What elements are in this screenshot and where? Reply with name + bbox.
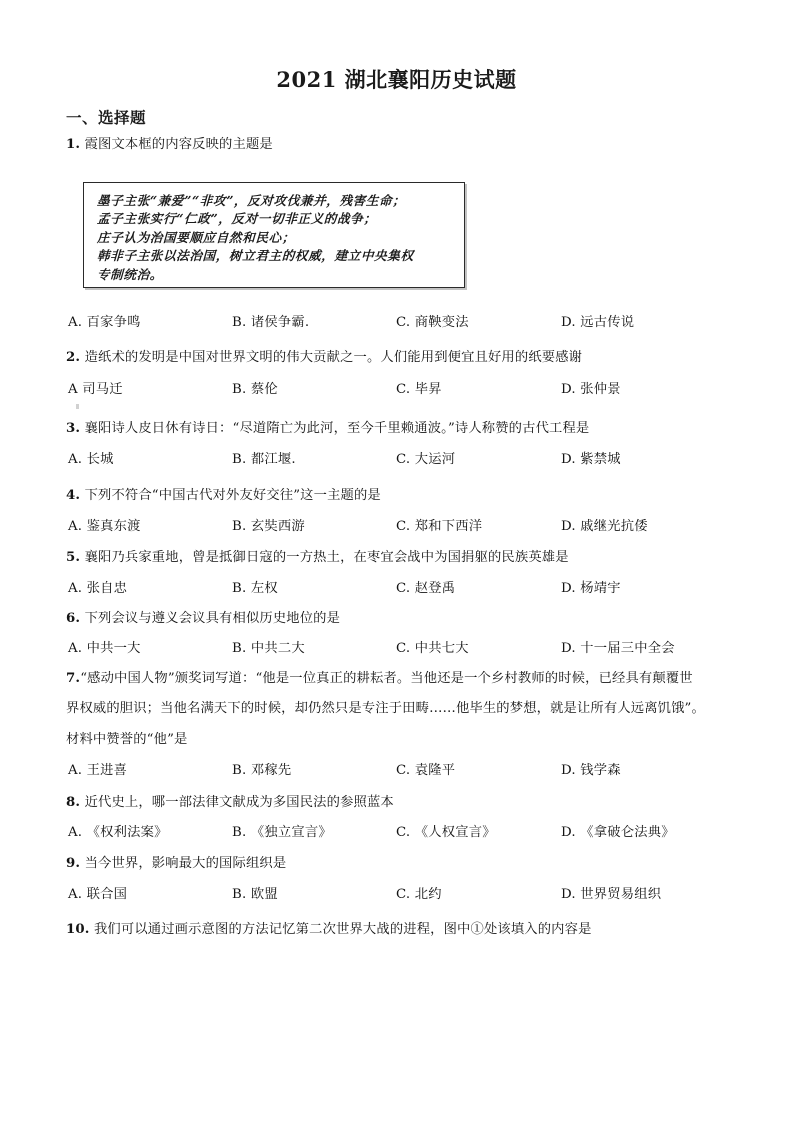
question-1-stem-text: 霞图文本框的内容反映的主题是 bbox=[84, 137, 273, 152]
option-a[interactable]: A. 张自忠 bbox=[68, 581, 128, 596]
question-5-stem-text: 襄阳乃兵家重地，曾是抵御日寇的一方热土，在枣宜会战中为国捐躯的民族英雄是 bbox=[84, 550, 569, 565]
question-6-number: 6. bbox=[66, 611, 81, 626]
option-c[interactable]: C. 郑和下西洋 bbox=[396, 519, 483, 534]
question-1-stem bbox=[66, 136, 273, 153]
question-5-options bbox=[0, 580, 793, 598]
question-8-number: 8. bbox=[66, 795, 81, 810]
option-d[interactable]: D. 钱学森 bbox=[561, 763, 621, 778]
section-heading: 一、选择题 bbox=[66, 108, 147, 127]
question-8-stem-text: 近代史上，哪一部法律文献成为多国民法的参照蓝本 bbox=[84, 795, 394, 810]
question-3-options bbox=[0, 451, 793, 469]
question-5-number: 5. bbox=[66, 550, 81, 565]
question-1-number: 1. bbox=[66, 137, 81, 152]
question-2-stem-text: 造纸术的发明是中国对世界文明的伟大贡献之一。人们能用到便宜且好用的纸要感谢 bbox=[84, 350, 583, 365]
option-d[interactable]: D. 杨靖宇 bbox=[561, 581, 621, 596]
question-3-stem bbox=[66, 420, 589, 437]
question-5-stem bbox=[66, 549, 569, 566]
option-b[interactable]: B. 蔡伦 bbox=[232, 382, 278, 397]
question-7-options bbox=[0, 762, 793, 780]
question-4-options bbox=[0, 518, 793, 536]
question-6-stem-text: 下列会议与遵义会议具有相似历史地位的是 bbox=[84, 611, 341, 626]
option-c[interactable]: C. 商鞅变法 bbox=[396, 315, 469, 330]
option-d[interactable]: D. 十一届三中全会 bbox=[561, 641, 675, 656]
question-7-stem-text-line-2: 界权威的胆识；当他名满天下的时候，却仍然只是专注于田畴……他毕生的梦想，就是让所有人远离饥饿”。 bbox=[66, 701, 705, 716]
question-7-stem-line-2 bbox=[66, 700, 705, 717]
question-4-stem bbox=[66, 487, 381, 504]
option-c[interactable]: C. 赵登禹 bbox=[396, 581, 456, 596]
option-b[interactable]: B. 欧盟 bbox=[232, 887, 278, 902]
question-2-number: 2. bbox=[66, 350, 81, 365]
scan-artifact bbox=[76, 404, 79, 409]
option-a[interactable]: A. 长城 bbox=[68, 452, 114, 467]
quote-line: 专制统治。 bbox=[96, 266, 164, 282]
option-a[interactable]: A 司马迁 bbox=[68, 382, 123, 397]
quote-line: 庄子认为治国要顺应自然和民心； bbox=[96, 229, 296, 245]
question-9-number: 9. bbox=[66, 856, 81, 871]
option-b[interactable]: B. 《独立宣言》 bbox=[232, 825, 332, 840]
option-c[interactable]: C. 袁隆平 bbox=[396, 763, 456, 778]
question-4-stem-text: 下列不符合“中国古代对外友好交往”这一主题的是 bbox=[84, 488, 381, 503]
option-d[interactable]: D. 远古传说 bbox=[561, 315, 635, 330]
question-10-stem-text: 我们可以通过画示意图的方法记忆第二次世界大战的进程，图中①处该填入的内容是 bbox=[93, 922, 592, 937]
quote-line: 孟子主张实行“仁政”，反对一切非正义的战争； bbox=[96, 211, 377, 227]
option-a[interactable]: A. 鉴真东渡 bbox=[68, 519, 141, 534]
question-3-stem-text: 襄阳诗人皮日休有诗日：“尽道隋亡为此河，至今千里赖通波。”诗人称赞的古代工程是 bbox=[84, 421, 590, 436]
option-b[interactable]: B. 邓稼先 bbox=[232, 763, 292, 778]
question-7-number: 7. bbox=[66, 671, 81, 686]
option-a[interactable]: A. 百家争鸣 bbox=[68, 315, 141, 330]
question-7-stem bbox=[66, 670, 693, 687]
option-b[interactable]: B. 玄奘西游 bbox=[232, 519, 305, 534]
question-10-stem bbox=[66, 921, 592, 938]
option-c[interactable]: C. 中共七大 bbox=[396, 641, 469, 656]
question-2-stem bbox=[66, 349, 582, 366]
option-a[interactable]: A. 中共一大 bbox=[68, 641, 141, 656]
option-b[interactable]: B. 左权 bbox=[232, 581, 278, 596]
option-b[interactable]: B. 诸侯争霸. bbox=[232, 315, 310, 330]
question-8-options bbox=[0, 824, 793, 842]
option-d[interactable]: D. 戚继光抗倭 bbox=[561, 519, 648, 534]
question-10-number: 10. bbox=[66, 922, 90, 937]
question-9-stem-text: 当今世界，影响最大的国际组织是 bbox=[84, 856, 287, 871]
option-c[interactable]: C. 毕昇 bbox=[396, 382, 442, 397]
option-d[interactable]: D. 《拿破仑法典》 bbox=[561, 825, 675, 840]
option-d[interactable]: D. 张仲景 bbox=[561, 382, 621, 397]
question-6-stem bbox=[66, 610, 340, 627]
question-4-number: 4. bbox=[66, 488, 81, 503]
quote-line: 墨子主张“兼爱”“非攻”，反对攻伐兼并，残害生命； bbox=[96, 193, 406, 208]
option-a[interactable]: A. 《权利法案》 bbox=[68, 825, 168, 840]
option-a[interactable]: A. 联合国 bbox=[68, 887, 128, 902]
question-7-stem-line-3 bbox=[66, 731, 187, 748]
option-c[interactable]: C. 《人权宣言》 bbox=[396, 825, 496, 840]
quote-text-box bbox=[83, 182, 465, 288]
question-7-stem-text-line-3: 材料中赞誉的“他”是 bbox=[66, 732, 188, 747]
question-1-options bbox=[0, 314, 793, 332]
question-3-number: 3. bbox=[66, 421, 81, 436]
question-9-options bbox=[0, 886, 793, 904]
option-d[interactable]: D. 世界贸易组织 bbox=[561, 887, 662, 902]
option-d[interactable]: D. 紫禁城 bbox=[561, 452, 621, 467]
option-a[interactable]: A. 王进喜 bbox=[68, 763, 128, 778]
option-b[interactable]: B. 都江堰. bbox=[232, 452, 296, 467]
question-7-stem-text-line-1: “感动中国人物”颁奖词写道：“他是一位真正的耕耘者。当他还是一个乡村教师的时候，已经具有颠覆世 bbox=[80, 671, 693, 686]
question-9-stem bbox=[66, 855, 286, 872]
question-8-stem bbox=[66, 794, 394, 811]
option-b[interactable]: B. 中共二大 bbox=[232, 641, 305, 656]
option-c[interactable]: C. 大运河 bbox=[396, 452, 456, 467]
page-title: 2021 湖北襄阳历史试题 bbox=[276, 67, 517, 92]
question-6-options bbox=[0, 640, 793, 658]
quote-line: 韩非子主张以法治国，树立君主的权威，建立中央集权 bbox=[96, 248, 414, 264]
option-c[interactable]: C. 北约 bbox=[396, 887, 442, 902]
question-2-options bbox=[0, 381, 793, 399]
